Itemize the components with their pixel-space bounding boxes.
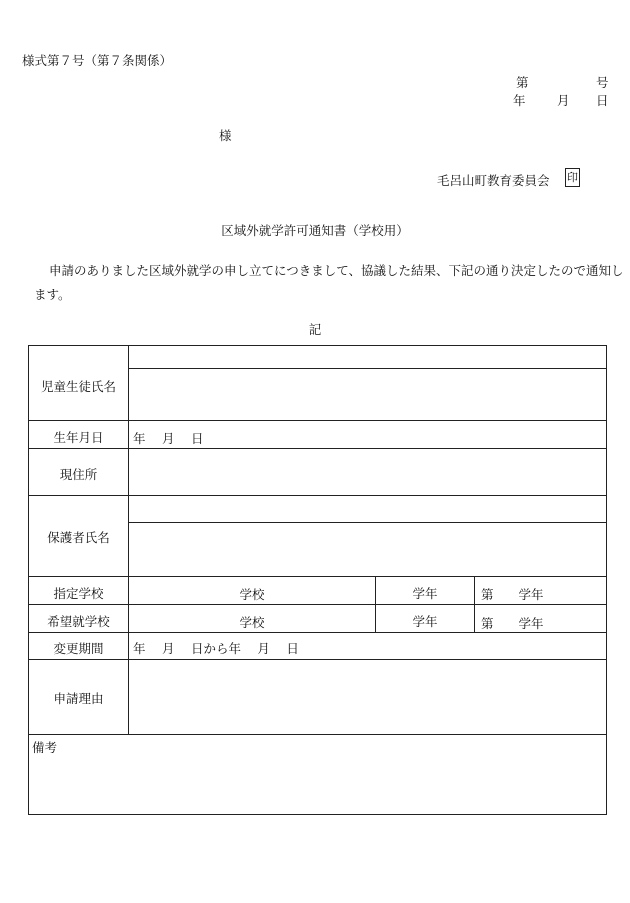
issuer-name: 毛呂山町教育委員会	[437, 173, 550, 188]
desired-grade-value: 第 学年	[481, 616, 544, 631]
date-day-label: 日	[596, 93, 609, 108]
date-month-label: 月	[557, 93, 570, 108]
birthdate-label: 生年月日	[53, 430, 104, 445]
designated-school-suffix: 学校	[239, 587, 265, 602]
reason-label: 申請理由	[53, 691, 104, 706]
row-line	[28, 420, 607, 421]
row-line	[28, 576, 607, 577]
body-text: 申請のありました区域外就学の申し立てにつきまして、協議した結果、下記の通り決定したので通知します。	[34, 263, 624, 302]
desired-school-label: 希望就学校	[47, 614, 110, 629]
remarks-label: 備考	[32, 740, 58, 755]
table-border-top	[28, 345, 607, 346]
grade-divider	[474, 576, 475, 633]
date-year-label: 年	[513, 93, 526, 108]
designated-grade-suffix: 学年	[412, 586, 438, 601]
row-line	[28, 632, 607, 633]
row-line	[28, 604, 607, 605]
guardian-name-label: 保護者氏名	[47, 530, 110, 545]
form-number: 様式第７号（第７条関係）	[22, 53, 173, 68]
desired-grade-suffix: 学年	[412, 614, 438, 629]
guardian-furigana-line	[128, 522, 607, 523]
designated-grade-value: 第 学年	[481, 587, 544, 602]
birthdate-value: 年 月 日	[133, 431, 204, 446]
row-line	[28, 448, 607, 449]
change-period-value: 年 月 日から年 月 日	[133, 641, 299, 656]
student-name-furigana-line	[128, 368, 607, 369]
desired-school-suffix: 学校	[239, 615, 265, 630]
designated-school-label: 指定学校	[53, 586, 104, 601]
table-border-right	[606, 345, 607, 815]
addressee-suffix: 様	[219, 128, 232, 143]
table-border-left	[28, 345, 29, 815]
document-number-prefix: 第	[516, 75, 529, 90]
ki-heading: 記	[308, 322, 322, 337]
change-period-label: 変更期間	[53, 641, 104, 656]
row-line	[28, 734, 607, 735]
row-line	[28, 495, 607, 496]
document-number-suffix: 号	[596, 75, 609, 90]
label-column-divider	[128, 345, 129, 734]
address-label: 現住所	[59, 467, 98, 482]
row-line	[28, 659, 607, 660]
document-title: 区域外就学許可通知書（学校用）	[221, 223, 409, 238]
student-name-label: 児童生徒氏名	[40, 379, 116, 394]
seal-stamp: 印	[565, 168, 580, 187]
table-border-bottom	[28, 814, 607, 815]
